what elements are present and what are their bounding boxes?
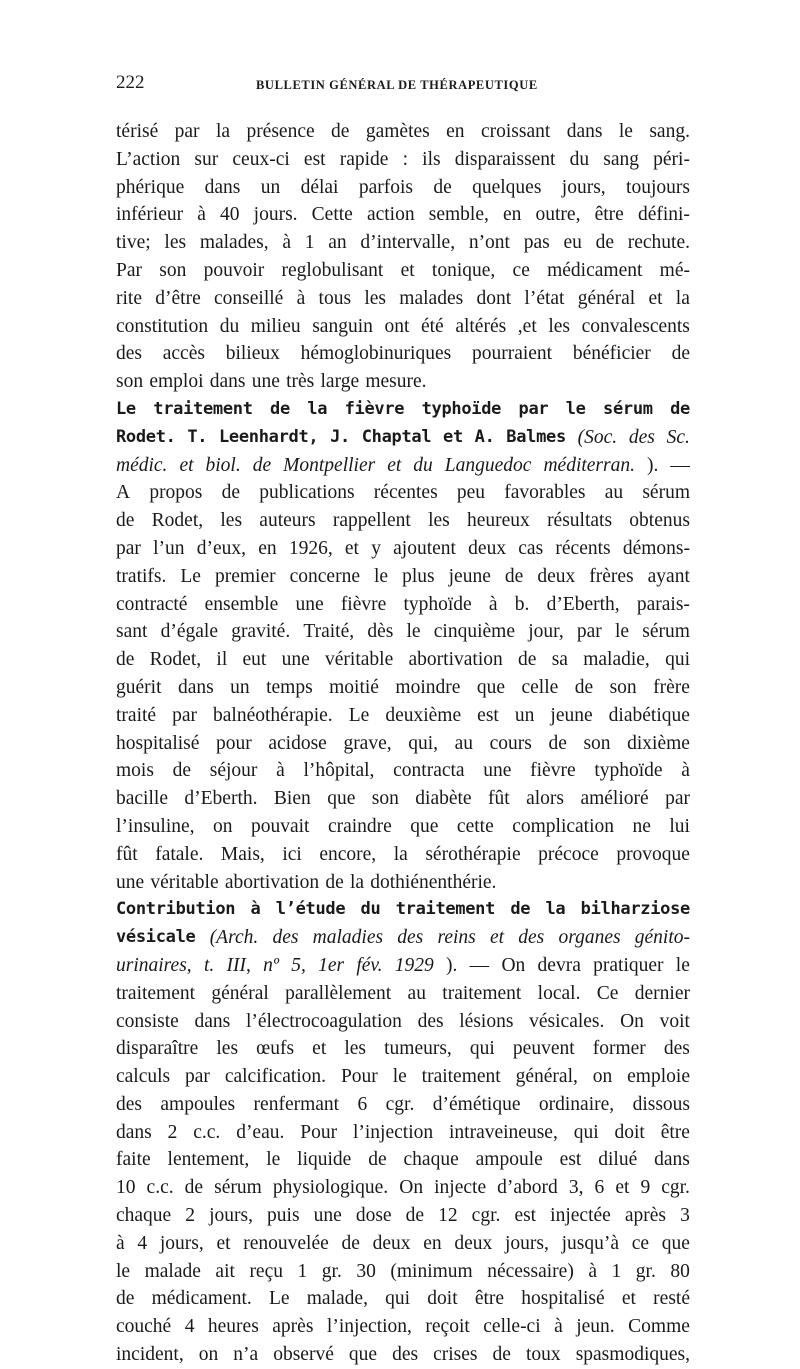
page-number: 222	[116, 72, 145, 93]
text-line: à 4 jours, et renouvelée de deux en deux jours, jusqu’à ce que	[116, 1232, 690, 1254]
text-line: tive; les malades, à 1 an d’intervalle, n’ont pas eu de rechute.	[116, 232, 690, 254]
text-line: l’insuline, on pouvait craindre que cette complication ne lui	[116, 815, 690, 837]
text-line: Par son pouvoir reglobulisant et tonique, ce médicament mé-	[116, 259, 690, 281]
text-line: des ampoules renfermant 6 cgr. d’émétique ordinaire, dissous	[116, 1093, 690, 1115]
text-line: vésicale (Arch. des maladies des reins et des organes génito-	[116, 927, 690, 949]
running-title: BULLETIN GÉNÉRAL DE THÉRAPEUTIQUE	[256, 78, 538, 92]
text-line: A propos de publications récentes peu favorables au sérum	[116, 482, 690, 504]
text-line: constitution du milieu sanguin ont été altérés ,et les convalescents	[116, 315, 690, 337]
text-line: le malade ait reçu 1 gr. 30 (minimum nécessaire) à 1 gr. 80	[116, 1260, 690, 1282]
text-line: phérique dans un délai parfois de quelques jours, toujours	[116, 176, 690, 198]
text-line: urinaires, t. III, nº 5, 1er fév. 1929 ). — On devra pratiquer le	[116, 954, 690, 976]
text-line: de médicament. Le malade, qui doit être hospitalisé et resté	[116, 1288, 690, 1310]
text-line: consiste dans l’électrocoagulation des lésions vésicales. On voit	[116, 1010, 690, 1032]
text-line: de Rodet, il eut une véritable abortivation de sa maladie, qui	[116, 649, 690, 671]
text-line: chaque 2 jours, puis une dose de 12 cgr. est injectée après 3	[116, 1205, 690, 1227]
text-line: une véritable abortivation de la dothiénenthérie.	[116, 871, 497, 893]
text-line: son emploi dans une très large mesure.	[116, 371, 427, 393]
text-line: fût fatale. Mais, ici encore, la sérothérapie précoce provoque	[116, 843, 690, 865]
text-line: Contribution à l’étude du traitement de la bilharziose	[116, 899, 690, 920]
text-line: guérit dans un temps moitié moindre que celle de son frère	[116, 676, 690, 698]
text-line: 10 c.c. de sérum physiologique. On injecte d’abord 3, 6 et 9 cgr.	[116, 1177, 690, 1199]
text-line: couché 4 heures après l’injection, reçoit celle-ci à jeun. Comme	[116, 1316, 690, 1338]
text-line: sant d’égale gravité. Traité, dès le cinquième jour, par le sérum	[116, 621, 690, 643]
text-line: faite lentement, le liquide de chaque ampoule est dilué dans	[116, 1149, 690, 1171]
text-line: de Rodet, les auteurs rappellent les heureux résultats obtenus	[116, 510, 690, 532]
text-line: par l’un d’eux, en 1926, et y ajoutent deux cas récents démons-	[116, 537, 690, 559]
text-line: inférieur à 40 jours. Cette action semble, en outre, être défini-	[116, 204, 690, 226]
text-line: hospitalisé pour acidose grave, qui, au cours de son dixième	[116, 732, 690, 754]
text-line: disparaître les œufs et les tumeurs, qui peuvent former des	[116, 1038, 690, 1060]
text-line: rite d’être conseillé à tous les malades dont l’état général et la	[116, 287, 690, 309]
text-line: L’action sur ceux-ci est rapide : ils disparaissent du sang péri-	[116, 148, 690, 170]
text-line: contracté ensemble une fièvre typhoïde à b. d’Eberth, parais-	[116, 593, 690, 615]
text-line: dans 2 c.c. d’eau. Pour l’injection intraveineuse, qui doit être	[116, 1121, 690, 1143]
text-line: Rodet. T. Leenhardt, J. Chaptal et A. Balmes (Soc. des Sc.	[116, 426, 690, 448]
text-line: térisé par la présence de gamètes en croissant dans le sang.	[116, 121, 690, 142]
text-line: traitement général parallèlement au traitement local. Ce dernier	[116, 982, 690, 1004]
text-line: mois de séjour à l’hôpital, contracta une fièvre typhoïde à	[116, 760, 690, 782]
text-line: tratifs. Le premier concerne le plus jeune de deux frères ayant	[116, 565, 690, 587]
text-line: traité par balnéothérapie. Le deuxième est un jeune diabétique	[116, 704, 690, 726]
text-line: des accès bilieux hémoglobinuriques pourraient bénéficier de	[116, 343, 690, 365]
page-header	[116, 72, 690, 102]
text-line: Le traitement de la fièvre typhoïde par le sérum de	[116, 398, 690, 419]
text-line: calculs par calcification. Pour le traitement général, on emploie	[116, 1066, 690, 1088]
body-text	[116, 118, 690, 1369]
text-line: incident, on n’a observé que des crises de toux spasmodiques,	[116, 1344, 690, 1366]
text-line: médic. et biol. de Montpellier et du Languedoc méditerran. ). —	[116, 454, 690, 476]
text-line: bacille d’Eberth. Bien que son diabète fût alors amélioré par	[116, 788, 690, 810]
